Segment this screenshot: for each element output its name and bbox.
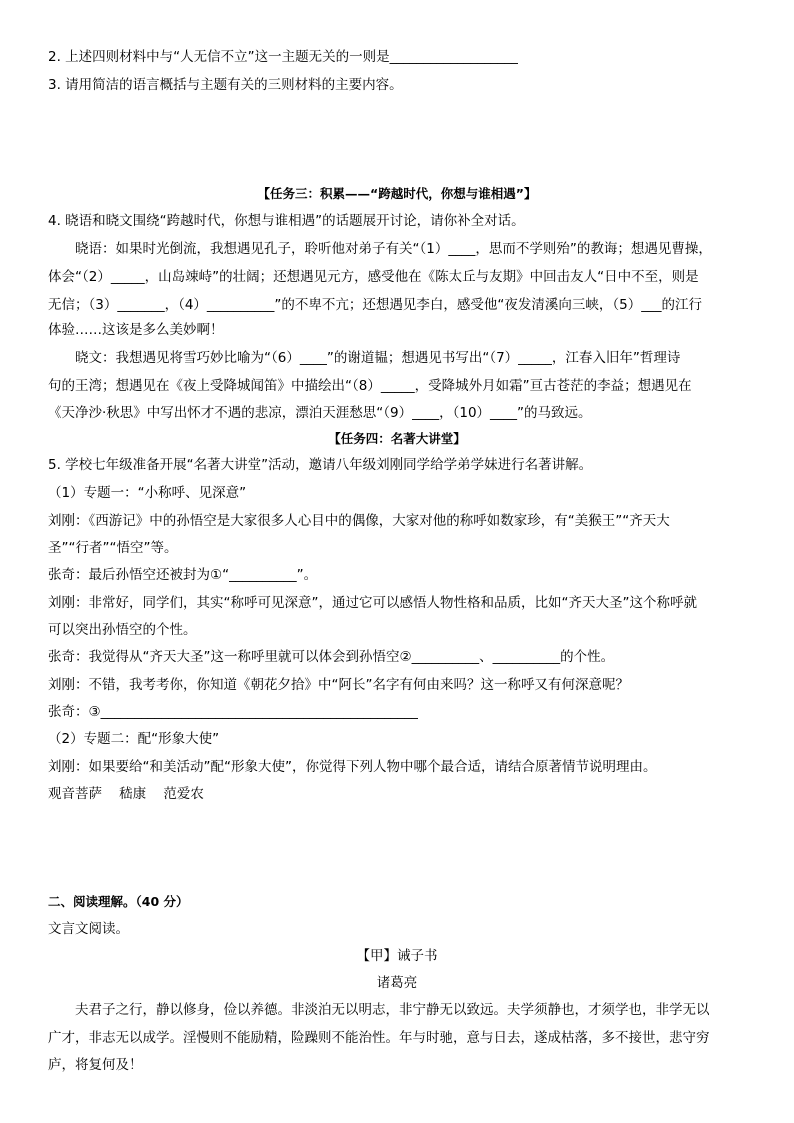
passage-author: 诸葛亮 xyxy=(376,975,418,991)
section-2-subheading: 文言文阅读。 xyxy=(48,921,129,937)
topic-2-heading: （2）专题二：配“形象大使” xyxy=(48,731,220,747)
xiaoyu-line: 晓语：如果时光倒流，我想遇见孔子，聆听他对弟子有关“（1）____，思而不学则殆”的教诲；想遇见曹操， xyxy=(75,241,712,257)
dialogue-line: 刘刚：不错，我考考你，你知道《朝花夕拾》中“阿长”名字有何由来吗？这一称呼又有何深意呢？ xyxy=(48,677,629,693)
passage-line: 夫君子之行，静以修身，俭以养德。非淡泊无以明志，非宁静无以致远。夫学须静也，才须学也，非学无以 xyxy=(75,1002,710,1018)
dialogue-line: 张奇：③_______________________________________________ xyxy=(48,704,418,720)
dialogue-line: 刘刚：非常好，同学们，其实“称呼可见深意”，通过它可以感悟人物性格和品质，比如“齐天大圣”这个称呼就 xyxy=(48,595,697,611)
question-4-intro: 4. 晓语和晓文围绕“跨越时代，你想与谁相遇”的话题展开讨论，请你补全对话。 xyxy=(48,213,525,229)
task4-title: 【任务四：名著大讲堂】 xyxy=(328,431,466,446)
question-5-intro: 5. 学校七年级准备开展“名著大讲堂”活动，邀请八年级刘刚同学给学弟学妹进行名著讲解。 xyxy=(48,457,593,473)
question-3: 3. 请用简洁的语言概括与主题有关的三则材料的主要内容。 xyxy=(48,77,403,93)
passage-line: 庐，将复何及！ xyxy=(48,1057,143,1073)
xiaoyu-line: 体会“（2）_____，山岛竦峙”的壮阔；还想遇见元方，感受他在《陈太丘与友期》中回击友人“日中不至，则是 xyxy=(48,269,699,285)
dialogue-line: 可以突出孙悟空的个性。 xyxy=(48,622,197,638)
section-2-heading: 二、阅读理解。（40 分） xyxy=(48,894,189,909)
dialogue-line: 刘刚：《西游记》中的孙悟空是大家很多人心目中的偶像，大家对他的称呼如数家珍，有“美猴王”“齐天大 xyxy=(48,513,670,529)
task3-title: 【任务三：积累——“跨越时代，你想与谁相遇”】 xyxy=(257,186,537,201)
dialogue-line: 圣”“行者”“悟空”等。 xyxy=(48,540,178,556)
xiaoyu-line: 体验……这该是多么美妙啊！ xyxy=(48,322,224,338)
xiaoyu-line: 无信；（3）_______，（4）__________”的不卑不亢；还想遇见李白，感受他“夜发清溪向三峡，（5）___的江行 xyxy=(48,297,703,313)
xiaowen-line: 晓文：我想遇见将雪巧妙比喻为“（6）____”的谢道韫；想遇见书写出“（7）_____，江春入旧年”哲理诗 xyxy=(75,350,681,366)
candidate-list: 观音菩萨 嵇康 范爱农 xyxy=(48,786,204,802)
xiaowen-line: 句的王湾；想遇见在《夜上受降城闻笛》中描绘出“（8）_____，受降城外月如霜”亘古苍茫的李益；想遇见在 xyxy=(48,378,692,394)
dialogue-line: 张奇：我觉得从“齐天大圣”这一称呼里就可以体会到孙悟空②__________、__________的个性。 xyxy=(48,649,615,665)
dialogue-line: 张奇：最后孙悟空还被封为①“__________”。 xyxy=(48,567,318,583)
passage-title: 【甲】诫子书 xyxy=(356,948,438,964)
xiaowen-line: 《天净沙·秋思》中写出怀才不遇的悲凉，漂泊天涯愁思“（9）____，（10）____”的马致远。 xyxy=(48,405,592,421)
topic-1-heading: （1）专题一：“小称呼、见深意” xyxy=(48,485,247,501)
passage-line: 广才，非志无以成学。淫慢则不能励精，险躁则不能治性。年与时驰，意与日去，遂成枯落，多不接世，悲守穷 xyxy=(48,1030,710,1046)
topic-2-question: 刘刚：如果要给“和美活动”配“形象大使”，你觉得下列人物中哪个最合适，请结合原著情节说明理由。 xyxy=(48,759,657,775)
question-2: 2. 上述四则材料中与“人无信不立”这一主题无关的一则是___________________ xyxy=(48,49,518,65)
